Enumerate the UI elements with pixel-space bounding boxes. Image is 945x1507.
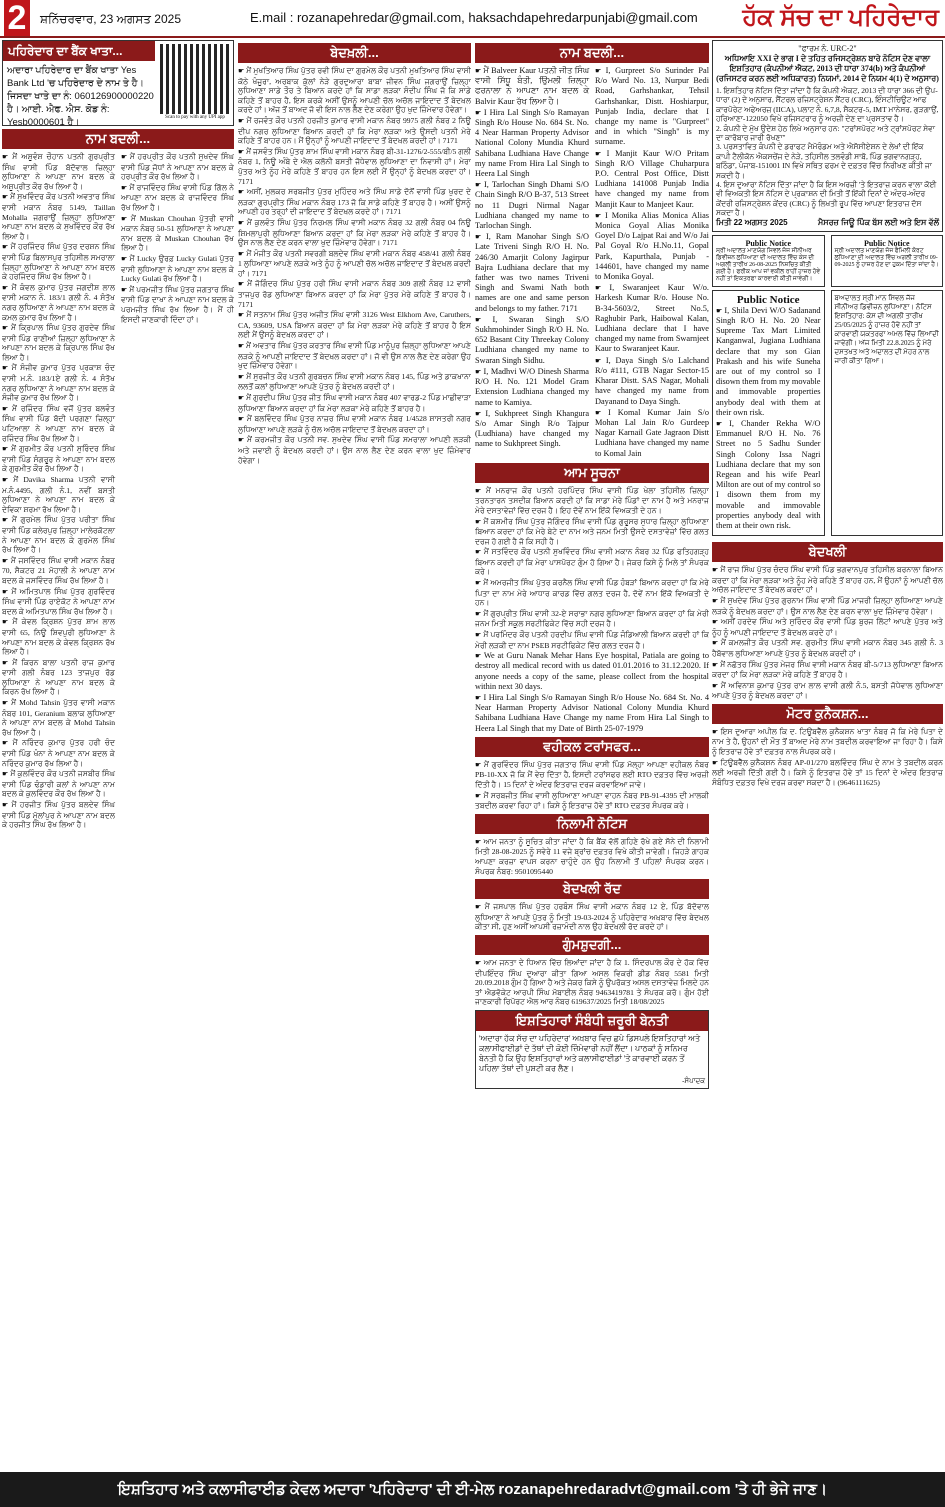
notice-item: ☛ ਅਸੀਂ ਹਰਦੇਵ ਸਿੰਘ ਅਤੇ ਸੁਰਿੰਦਰ ਕੌਰ ਵਾਸੀ ਪਿੰਡ ਬੁਰਜ ਲਿੱਟਾਂ ਆਪਣੇ ਪੁੱਤਰ ਅਤੇ ਨੂੰਹ ਨੂੰ ਆਪਣੀ ਜਾਇਦਾਦ ਤੋਂ ਬੇਦਖ਼ਲ ਕਰਦੇ ਹਾਂ। <box>712 617 943 637</box>
public-notice-title: Public Notice <box>863 238 910 248</box>
page-number: 2 <box>4 0 30 36</box>
disclaimer-box <box>475 1010 709 1089</box>
section-disownment: ਬੇਦਖਲੀ <box>712 542 943 562</box>
section-missing: ਗੁੰਮਸ਼ੁਦਗੀ... <box>475 935 709 955</box>
urc-form-label: "ਫਾਰਮ ਨੰ. URC-2" <box>798 44 857 53</box>
section-name-change: ਨਾਮ ਬਦਲੀ... <box>2 129 234 149</box>
notice-item: ☛ ਮੈਂ ਕਮਲਜੀਤ ਕੌਰ ਪਤਨੀ ਸਵ. ਗੁਰਮੀਤ ਸਿੰਘ ਵਾਸੀ ਮਕਾਨ ਨੰਬਰ 345 ਗਲੀ ਨੰ. 3 ਹੈਬੋਵਾਲ ਲੁਧਿਆਣਾ ਆਪਣੇ ਪੁੱਤਰ ਨੂੰ ਬੇਦਖ਼ਲ ਕਰਦੀ ਹਾਂ। <box>712 638 943 658</box>
notice-item: ☛ ਮੈਂ ਅਸ਼ੂਵੰਸ਼ ਚੌਹਾਨ ਪਤਨੀ ਗੁਰਪ੍ਰੀਤ ਸਿੰਘ ਵਾਸੀ ਪਿੰਡ ਬੱਦੋਵਾਲ ਜ਼ਿਲ੍ਹਾ ਲੁਧਿਆਣਾ ਨੇ ਆਪਣਾ ਨਾਮ ਬਦਲ ਕੇ ਅਸ਼ੂਪ੍ਰੀਤ ਕੌਰ ਰੱਖ ਲਿਆ ਹੈ। <box>2 152 115 191</box>
notice-item: ☛ ਮੈਂ ਸੁਰਜੀਤ ਕੌਰ ਪਤਨੀ ਗੁਰਬਚਨ ਸਿੰਘ ਵਾਸੀ ਮਕਾਨ ਨੰਬਰ 145, ਪਿੰਡ ਅਤੇ ਡਾਕਖਾਨਾ ਲਲਤੋਂ ਕਲਾਂ ਲੁਧਿਆਣਾ ਆਪਣੇ ਪੁੱਤਰ ਨੂੰ ਬੇਦਖ਼ਲ ਕਰਦੀ ਹਾਂ। <box>238 372 471 392</box>
notice-item: ☛ ਮੈਂ ਜੋਗਿੰਦਰ ਸਿੰਘ ਪੁੱਤਰ ਹਰੀ ਸਿੰਘ ਵਾਸੀ ਮਕਾਨ ਨੰਬਰ 309 ਗਲੀ ਨੰਬਰ 12 ਵਾਸੀ ਤਾਜਪੁਰ ਰੋਡ ਲੁਧਿਆਣਾ ਬਿਆਨ ਕਰਦਾ ਹਾਂ ਕਿ ਮੇਰਾ ਪੁੱਤਰ ਮੇਰੇ ਕਹਿਣੇ ਤੋਂ ਬਾਹਰ ਹੈ। 7171 <box>238 279 471 309</box>
notice-item: ☛ ਮੈਂ ਅਮਿਤਪਾਲ ਸਿੰਘ ਪੁੱਤਰ ਗੁਰਵਿੰਦਰ ਸਿੰਘ ਵਾਸੀ ਪਿੰਡ ਰਾਏਕੋਟ ਨੇ ਆਪਣਾ ਨਾਮ ਬਦਲ ਕੇ ਅਮਿਤਪਾਲ ਸਿੰਘ ਰੱਖ ਲਿਆ ਹੈ। <box>2 587 115 617</box>
notice-item: ☛ ਮੈਂ ਬਲਵਿੰਦਰ ਸਿੰਘ ਪੁੱਤਰ ਨਾਜ਼ਰ ਸਿੰਘ ਵਾਸੀ ਮਕਾਨ ਨੰਬਰ 1/4528 ਸ਼ਾਸਤਰੀ ਨਗਰ ਲੁਧਿਆਣਾ ਆਪਣੇ ਲੜਕੇ ਨੂੰ ਚੱਲ ਅਚੱਲ ਜਾਇਦਾਦ ਤੋਂ ਬੇਦਖ਼ਲ ਕਰਦਾ ਹਾਂ। <box>238 414 471 434</box>
notice-item: ☛ ਮੈਂ ਮਨਰਾਜ ਕੌਰ ਪਤਨੀ ਹਰਪਿੰਦਰ ਸਿੰਘ ਵਾਸੀ ਪਿੰਡ ਖੇਲਾ ਤਹਿਸੀਲ ਜ਼ਿਲ੍ਹਾ ਤਰਨਤਾਰਨ ਤਸਦੀਕ ਬਿਆਨ ਕਰਦੀ ਹਾਂ ਕਿ ਸਾਡਾ ਮੇਰੇ ਪਿੰਡਾਂ ਦਾ ਨਾਮ ਹੈ ਅਤੇ ਮਨਰਾਜ ਮੇਰੇ ਦਸਤਾਵੇਜ਼ਾਂ ਵਿੱਚ ਦਰਜ ਹੈ। ਇਹ ਦੋਵੇਂ ਨਾਮ ਇੱਕੋ ਵਿਅਕਤੀ ਦੇ ਹਨ। <box>475 486 709 516</box>
disclaimer-text: 'ਅਦਾਰਾ ਹੱਕ ਸੱਚ ਦਾ ਪਹਿਰੇਦਾਰ' ਅਖ਼ਬਾਰ ਵਿਚ ਛਪੇ ਡਿਸਪਲੇ ਇਸ਼ਤਿਹਾਰਾਂ ਅਤੇ ਕਲਾਸੀਫਾਈਡਾਂ ਦੇ ਤੱਥਾਂ ਦੀ ਕੋਈ ਜ਼ਿੰਮੇਵਾਰੀ ਨਹੀਂ ਲੈਂਦਾ। ਪਾਠਕਾਂ ਨੂੰ ਸਨਿਮਰ ਬੇਨਤੀ ਹੈ ਕਿ ਉਹ ਇਸ਼ਤਿਹਾਰਾਂ ਅਤੇ ਕਲਾਸੀਫਾਈਡਾਂ 'ਤੇ ਕਾਰਵਾਈ ਕਰਨ ਤੋਂ ਪਹਿਲਾ ਤੱਥਾਂ ਦੀ ਪੁਸ਼ਟੀ ਕਰ ਲੈਣ। <box>479 1033 701 1073</box>
notice-item: ☛ We at Guru Nanak Mehar Hans Eye hospital, Patiala are going to destroy all medical record with us dated 01.01.2016 to 31.12.2020. If anyone needs a copy of the same, please collect from the hospital within next 30 days. <box>475 651 709 692</box>
notice-item: ☛ ਮੈਂ ਨਛੱਤਰ ਸਿੰਘ ਪੁੱਤਰ ਮੇਜਰ ਸਿੰਘ ਵਾਸੀ ਮਕਾਨ ਨੰਬਰ ਬੀ-5/713 ਲੁਧਿਆਣਾ ਬਿਆਨ ਕਰਦਾ ਹਾਂ ਕਿ ਮੇਰਾ ਲੜਕਾ ਮੇਰੇ ਕਹਿਣੇ ਤੋਂ ਬਾਹਰ ਹੈ। <box>712 660 943 680</box>
bank-title: ਪਹਿਰੇਦਾਰ ਦਾ ਬੈਂਕ ਖਾਤਾ... <box>3 41 155 61</box>
notice-item: ☛ ਮੈਂ ਰਾਜਵਿੰਦਰ ਸਿੰਘ ਵਾਸੀ ਪਿੰਡ ਗਿੱਲ ਨੇ ਆਪਣਾ ਨਾਮ ਬਦਲ ਕੇ ਰਾਜਵਿੰਦਰ ਸਿੰਘ ਰੱਖ ਲਿਆ ਹੈ। <box>121 183 234 213</box>
notice-item: ☛ ਮੈਂ ਅਵਿਨਾਸ਼ ਕੁਮਾਰ ਪੁੱਤਰ ਰਾਮ ਲਾਲ ਵਾਸੀ ਗਲੀ ਨੰ.5, ਬਸਤੀ ਜੋਧੇਵਾਲ ਲੁਧਿਆਣਾ ਆਪਣੇ ਪੁੱਤਰ ਨੂੰ ਬੇਦਖ਼ਲ ਕਰਦਾ ਹਾਂ। <box>712 681 943 701</box>
notice-item: ☛ ਮੈਂ Lucky ਉਰਫ਼ Lucky Gulati ਪੁੱਤਰ ਵਾਸੀ ਲੁਧਿਆਣਾ ਨੇ ਆਪਣਾ ਨਾਮ ਬਦਲ ਕੇ Lucky Gulati ਰੱਖ ਲਿਆ ਹੈ। <box>121 254 234 284</box>
notice-item: ☛ ਮੈਂ ਗੁਰਮੀਤ ਕੌਰ ਪਤਨੀ ਸੁਰਿੰਦਰ ਸਿੰਘ ਵਾਸੀ ਪਿੰਡ ਸੰਗਰੂਰ ਨੇ ਆਪਣਾ ਨਾਮ ਬਦਲ ਕੇ ਗੁਰਮੀਤ ਕੌਰ ਰੱਖ ਲਿਆ ਹੈ। <box>2 444 115 474</box>
notice-item: ☛ ਮੈਂ ਜਸਵਿੰਦਰ ਸਿੰਘ ਵਾਸੀ ਮਕਾਨ ਨੰਬਰ 70, ਸੈਕਟਰ 21 ਮੋਹਾਲੀ ਨੇ ਆਪਣਾ ਨਾਮ ਬਦਲ ਕੇ ਜਸਵਿੰਦਰ ਸਿੰਘ ਰੱਖ ਲਿਆ ਹੈ। <box>2 556 115 586</box>
notice-item: ☛ ਆਮ ਜਨਤਾ ਨੂੰ ਸੂਚਿਤ ਕੀਤਾ ਜਾਂਦਾ ਹੈ ਕਿ ਬੈਂਕ ਵੱਲੋਂ ਗਹਿਣੇ ਰੱਖੇ ਗਏ ਸੋਨੇ ਦੀ ਨਿਲਾਮੀ ਮਿਤੀ 28-08-2025 ਨੂੰ ਸਵੇਰੇ 11 ਵਜੇ ਬ੍ਰਾਂਚ ਦਫ਼ਤਰ ਵਿਖੇ ਕੀਤੀ ਜਾਵੇਗੀ। ਜਿਹੜੇ ਗਾਹਕ ਆਪਣਾ ਕਰਜ਼ਾ ਵਾਪਸ ਕਰਨਾ ਚਾਹੁੰਦੇ ਹਨ ਉਹ ਨਿਲਾਮੀ ਤੋਂ ਪਹਿਲਾਂ ਸੰਪਰਕ ਕਰਨ। ਸੰਪਰਕ ਨੰਬਰ: 9501095440 <box>475 837 709 876</box>
notice-item: ☛ ਮੈਂ ਕਿਰਨ ਬਾਲਾ ਪਤਨੀ ਰਾਜ ਕੁਮਾਰ ਵਾਸੀ ਗਲੀ ਨੰਬਰ 123 ਤਾਜਪੁਰ ਰੋਡ ਲੁਧਿਆਣਾ ਨੇ ਆਪਣਾ ਨਾਮ ਬਦਲ ਕੇ ਕਿਰਨ ਰੱਖ ਲਿਆ ਹੈ। <box>2 658 115 697</box>
urc-heading: ਅਧਿਆਇ XXI ਦੇ ਭਾਗ I ਦੇ ਤਹਿਤ ਰਜਿਸਟ੍ਰੇਸ਼ਨ ਬਾਰੇ ਨੋਟਿਸ ਦੇਣ ਵਾਲਾ ਇਸ਼ਤਿਹਾਰ (ਕੰਪਨੀਆਂ ਐਕਟ, 2013 ਦੀ ਧਾਰਾ 374(b) ਅਤੇ ਕੰਪਨੀਆਂ (ਰਜਿਸਟਰ ਕਰਨ ਲਈ ਅਧਿਕਾਰਤ) ਨਿਯਮਾਂ, 2014 ਦੇ ਨਿਯਮ 4(1) ਦੇ ਅਨੁਸਾਰ) <box>716 54 939 83</box>
notice-item: ☛ ਮੈਂ ਰਜਿੰਦਰ ਸਿੰਘ ਵਜੋਂ ਪੁੱਤਰ ਬਲਵੰਤ ਸਿੰਘ ਵਾਸੀ ਪਿੰਡ ਬੱਦੀ ਪਰਗਣਾ ਜ਼ਿਲ੍ਹਾ ਪਟਿਆਲਾ ਨੇ ਆਪਣਾ ਨਾਮ ਬਦਲ ਕੇ ਰਜਿੰਦਰ ਸਿੰਘ ਰੱਖ ਲਿਆ ਹੈ। <box>2 404 115 443</box>
notice-item: ☛ ਮੈਂ ਜਸਪਾਲ ਸਿੰਘ ਪੁੱਤਰ ਹਰਬੰਸ ਸਿੰਘ ਵਾਸੀ ਮਕਾਨ ਨੰਬਰ 12 ਏ, ਪਿੰਡ ਬੱਦੋਵਾਲ ਲੁਧਿਆਣਾ ਨੇ ਆਪਣੇ ਪੁੱਤਰ ਨੂੰ ਮਿਤੀ 19-03-2024 ਨੂੰ ਪਹਿਰੇਦਾਰ ਅਖ਼ਬਾਰ ਵਿੱਚ ਬੇਦਖ਼ਲ ਕੀਤਾ ਸੀ, ਹੁਣ ਅਸੀਂ ਆਪਸੀ ਰਜ਼ਾਮੰਦੀ ਨਾਲ ਉਹ ਬੇਦਖ਼ਲੀ ਰੱਦ ਕਰਦੇ ਹਾਂ। <box>475 902 709 932</box>
notice-item: 3. ਪ੍ਰਸਤਾਵਿਤ ਕੰਪਨੀ ਦੇ ਡਰਾਫਟ ਮੈਮੋਰੰਡਮ ਅਤੇ ਐਸੋਸੀਏਸ਼ਨ ਦੇ ਲੇਖਾਂ ਦੀ ਇੱਕ ਕਾਪੀ ਟੈਲੀਕੋਨ ਐਕਸਚੇਂਜ ਦੇ ਨੇੜੇ, ਤਹਿਸੀਲ ਤਲਵੰਡੀ ਸਾਬੋ, ਪਿੰਡ ਭਗਵਾਨਗੜ੍ਹ, ਬਠਿੰਡਾ, ਪੰਜਾਬ-151001 IN ਵਿਖੇ ਸਥਿਤ ਫਰਮ ਦੇ ਦਫ਼ਤਰ ਵਿੱਚ ਨਿਰੀਖਣ ਕੀਤੀ ਜਾ ਸਕਦੀ ਹੈ। <box>716 142 932 180</box>
disclaimer-sign: -ਸੰਪਾਦਕ <box>682 1076 705 1085</box>
urc2-notice <box>712 40 943 232</box>
notice-list <box>716 306 821 531</box>
notice-list <box>475 837 709 876</box>
urc-signatory: ਮੈਸਰਜ਼ ਜਿਊ ਪਿੰਕ ਬੱਸ ਲਈ ਅਤੇ ਇਸ ਵੱਲੋਂ <box>818 217 939 227</box>
notice-item: 4. ਇਸ ਦੁਆਰਾ ਨੋਟਿਸ ਦਿੱਤਾ ਜਾਂਦਾ ਹੈ ਕਿ ਇਸ ਅਰਜ਼ੀ 'ਤੇ ਇਤਰਾਜ਼ ਕਰਨ ਵਾਲਾ ਕੋਈ ਵੀ ਵਿਅਕਤੀ ਇਸ ਨੋਟਿਸ ਦੇ ਪ੍ਰਕਾਸ਼ਨ ਦੀ ਮਿਤੀ ਤੋਂ ਇੱਕੀ ਦਿਨਾਂ ਦੇ ਅੰਦਰ-ਅੰਦਰ ਕੇਂਦਰੀ ਰਜਿਸਟ੍ਰੇਸ਼ਨ ਕੇਂਦਰ (CRC) ਨੂੰ ਲਿਖਤੀ ਰੂਪ ਵਿੱਚ ਆਪਣਾ ਇਤਰਾਜ਼ ਦੱਸ ਸਕਦਾ ਹੈ। <box>716 180 937 218</box>
public-notice-body: ਸ੍ਰੀ ਅਦਾਲਤ ਮਾਣਯੋਗ ਜੱਜ ਫੈਮਿਲੀ ਕੋਰਟ ਲੁਧਿਆਣਾ ਦੀ ਅਦਾਲਤ ਵਿੱਚ ਅਗਲੀ ਤਾਰੀਖ 09-09-2025 ਨੂੰ ਹਾਜ਼ਰ ਹੋਣ ਦਾ ਹੁਕਮ ਦਿੱਤਾ ਜਾਂਦਾ ਹੈ। <box>834 247 939 268</box>
notice-list <box>475 486 709 651</box>
newspaper-logo: ਹੱਕ ਸੱਚ ਦਾ ਪਹਿਰੇਦਾਰ <box>742 4 939 31</box>
section-name-change: ਨਾਮ ਬਦਲੀ... <box>475 43 709 63</box>
notice-item: ☛ ਮੈਂ ਸੰਜੀਵ ਕੁਮਾਰ ਪੁੱਤਰ ਪ੍ਰਕਾਸ਼ ਚੰਦ ਵਾਸੀ ਮ.ਨੰ. 183/1ਏ ਗਲੀ ਨੰ. 4 ਸੰਤੋਖ ਨਗਰ ਲੁਧਿਆਣਾ ਨੇ ਆਪਣਾ ਨਾਮ ਬਦਲ ਕੇ ਸੰਜੀਵ ਕੁਮਾਰ ਰੱਖ ਲਿਆ ਹੈ। <box>2 363 115 402</box>
issue-date: ਸ਼ਨਿੱਚਰਵਾਰ, 23 ਅਗਸਤ 2025 <box>40 12 181 26</box>
notice-item: ☛ I Monika Alias Monica Alias Monica Goyal Alias Monika Goyel D/o Lajpat Rai and W/o Jai Pal Goyal R/o H.No.11, Gopal Park, Kapurthala, Punjab - 144601, have changed my name to Monika Goyal. <box>595 211 709 282</box>
section-general-notice: ਆਮ ਸੂਚਨਾ <box>475 463 709 483</box>
notice-item: ☛ ਮੈਂ ਗੁਰਪ੍ਰੀਤ ਸਿੰਘ ਵਾਸੀ 32-ਏ ਸਰਾਭਾ ਨਗਰ ਲੁਧਿਆਣਾ ਬਿਆਨ ਕਰਦਾ ਹਾਂ ਕਿ ਮੇਰੀ ਜਨਮ ਮਿਤੀ ਸਕੂਲ ਸਰਟੀਫਿਕੇਟ ਵਿੱਚ ਸਹੀ ਦਰਜ ਹੈ। <box>475 609 709 629</box>
public-notice-english <box>712 290 825 536</box>
column-2 <box>238 40 471 1468</box>
notice-list <box>475 760 709 811</box>
notice-item: ☛ ਮੈਂ ਹਰਜਿੰਦਰ ਸਿੰਘ ਪੁੱਤਰ ਦਰਸ਼ਨ ਸਿੰਘ ਵਾਸੀ ਪਿੰਡ ਬਿਲਾਸਪੁਰ ਤਹਿਸੀਲ ਸਮਰਾਲਾ ਜ਼ਿਲ੍ਹਾ ਲੁਧਿਆਣਾ ਨੇ ਆਪਣਾ ਨਾਮ ਬਦਲ ਕੇ ਹਰਜਿੰਦਰ ਸਿੰਘ ਰੱਖ ਲਿਆ ਹੈ। <box>2 242 115 281</box>
notice-item: ☛ ਮੈਂ ਅਮਰਜੀਤ ਸਿੰਘ ਪੁੱਤਰ ਕਰਨੈਲ ਸਿੰਘ ਵਾਸੀ ਪਿੰਡ ਹੰਬੜਾਂ ਬਿਆਨ ਕਰਦਾ ਹਾਂ ਕਿ ਮੇਰੇ ਪਿਤਾ ਦਾ ਨਾਮ ਮੇਰੇ ਆਧਾਰ ਕਾਰਡ ਵਿੱਚ ਗਲਤ ਦਰਜ ਹੈ, ਦੋਵੇਂ ਨਾਮ ਇੱਕੋ ਵਿਅਕਤੀ ਦੇ ਹਨ। <box>475 578 709 608</box>
notice-item: ☛ ਮੈਂ ਕੁਲਵਿੰਦਰ ਕੌਰ ਪਤਨੀ ਜਸਬੀਰ ਸਿੰਘ ਵਾਸੀ ਪਿੰਡ ਢੰਡਾਰੀ ਕਲਾਂ ਨੇ ਆਪਣਾ ਨਾਮ ਬਦਲ ਕੇ ਕੁਲਵਿੰਦਰ ਕੌਰ ਰੱਖ ਲਿਆ ਹੈ। <box>2 769 115 799</box>
section-disownment: ਬੇਦਖ਼ਲੀ... <box>238 43 471 63</box>
notice-item: ☛ ਮੈਂ ਅਵਤਾਰ ਸਿੰਘ ਪੁੱਤਰ ਕਰਤਾਰ ਸਿੰਘ ਵਾਸੀ ਪਿੰਡ ਮਾਨੂੰਪੁਰ ਜ਼ਿਲ੍ਹਾ ਲੁਧਿਆਣਾ ਆਪਣੇ ਲੜਕੇ ਨੂੰ ਆਪਣੀ ਜਾਇਦਾਦ ਤੋਂ ਬੇਦਖ਼ਲ ਕਰਦਾ ਹਾਂ। ਜੋ ਵੀ ਉਸ ਨਾਲ ਲੈਣ ਦੇਣ ਕਰੇਗਾ ਉਹ ਖੁਦ ਜ਼ਿੰਮੇਵਾਰ ਹੋਵੇਗਾ। <box>238 341 471 371</box>
notice-list <box>121 152 234 831</box>
notice-item: ☛ ਮੈਂ ਗੁਰਵਿੰਦਰ ਸਿੰਘ ਪੁੱਤਰ ਜਗਤਾਰ ਸਿੰਘ ਵਾਸੀ ਪਿੰਡ ਮੱਲ੍ਹਾ ਆਪਣਾ ਵਹੀਕਲ ਨੰਬਰ PB-10-XX ਜੋ ਕਿ ਮੈਂ ਵੇਚ ਦਿੱਤਾ ਹੈ, ਇਸਦੀ ਟਰਾਂਸਫਰ ਲਈ RTO ਦਫ਼ਤਰ ਵਿੱਚ ਅਰਜ਼ੀ ਦਿੱਤੀ ਹੈ। 15 ਦਿਨਾਂ ਦੇ ਅੰਦਰ ਇਤਰਾਜ਼ ਦਰਜ ਕਰਵਾਇਆ ਜਾਵੇ। <box>475 760 709 790</box>
notice-item: ☛ ਮੈਂ ਗੁਰਦੀਪ ਸਿੰਘ ਪੁੱਤਰ ਜੀਤ ਸਿੰਘ ਵਾਸੀ ਮਕਾਨ ਨੰਬਰ 407 ਵਾਰਡ-2 ਪਿੰਡ ਮਾਛੀਵਾੜਾ ਲੁਧਿਆਣਾ ਬਿਆਨ ਕਰਦਾ ਹਾਂ ਕਿ ਮੇਰਾ ਲੜਕਾ ਮੇਰੇ ਕਹਿਣੇ ਤੋਂ ਬਾਹਰ ਹੈ। <box>238 393 471 413</box>
notice-item: ☛ I Manjit Kaur W/O Pritam Singh R/O Village Chuharpura P.O. Central Post Office, Distt Ludhiana 141008 Punjab India have changed my name from Manjit Kaur to Manjeet Kaur. <box>595 149 709 210</box>
notice-item: ☛ ਅਸੀਂ, ਮੁਲਕਰ ਸਰਬਜੀਤ ਪੁੱਤਰ ਮੁਹਿੰਦਰ ਅਤੇ ਸਿੰਘ ਸਾਡੇ ਦੋਨੋਂ ਵਾਸੀ ਪਿੰਡ ਖੁਰਦ ਦੇ ਲੜਕਾ ਗੁਰਪ੍ਰੀਤ ਸਿੰਘ ਮਕਾਨ ਨੰਬਰ 173 ਜੋ ਕਿ ਸਾਡੇ ਕਹਿਣੇ ਤੋਂ ਬਾਹਰ ਹੈ। ਅਸੀਂ ਉਸਨੂੰ ਆਪਣੀ ਹਰ ਤਰ੍ਹਾਂ ਦੀ ਜਾਇਦਾਦ ਤੋਂ ਬੇਦਖ਼ਲ ਕਰਦੇ ਹਾਂ। 7171 <box>238 187 471 217</box>
notice-item: ☛ ਮੈਂ ਹਰਜੀਤ ਸਿੰਘ ਪੁੱਤਰ ਬਲਦੇਵ ਸਿੰਘ ਵਾਸੀ ਪਿੰਡ ਮੁੱਲਾਂਪੁਰ ਨੇ ਆਪਣਾ ਨਾਮ ਬਦਲ ਕੇ ਹਰਜੀਤ ਸਿੰਘ ਰੱਖ ਲਿਆ ਹੈ। <box>2 800 115 830</box>
notice-item: ☛ ਮੈਂ ਕੁਲਵੰਤ ਸਿੰਘ ਪੁੱਤਰ ਨਿਰਮਲ ਸਿੰਘ ਵਾਸੀ ਮਕਾਨ ਨੰਬਰ 32 ਗਲੀ ਨੰਬਰ 04 ਨਿਊ ਸ਼ਿਮਲਾਪੁਰੀ ਲੁਧਿਆਣਾ ਬਿਆਨ ਕਰਦਾ ਹਾਂ ਕਿ ਮੇਰਾ ਲੜਕਾ ਮੇਰੇ ਕਹਿਣੇ ਤੋਂ ਬਾਹਰ ਹੈ। ਉਸ ਨਾਲ ਲੈਣ ਦੇਣ ਕਰਨ ਵਾਲਾ ਖੁਦ ਜ਼ਿੰਮੇਵਾਰ ਹੋਵੇਗਾ। 7171 <box>238 218 471 248</box>
notice-item: ☛ I, Daya Singh S/o Lalchand R/o #111, GTB Nagar Sector-15 Kharar Distt. SAS Nagar, Mohali have changed my name from Dayanand to Daya Singh. <box>595 356 709 407</box>
notice-item: ☛ I, Tarlochan Singh Dhami S/O Chain Singh R/O B-37, 513 Street no 11 Dugri Nirmal Nagar Ludhiana changed my name to Tarlochan Singh. <box>475 180 589 231</box>
notice-item: ☛ I, Madhvi W/O Dinesh Sharma R/O H. No. 121 Model Gram Extension Ludhiana changed my name to Kamiya. <box>475 367 589 408</box>
notice-list <box>238 66 471 465</box>
urc-body <box>716 86 939 218</box>
notice-list <box>475 66 589 460</box>
notice-item: ☛ I, Gurpreet S/o Surinder Pal R/o Ward No. 13, Nurpur Bedi Road, Garhshankar, Tehsil Garhshankar, Distt. Hoshiarpur, Punjab India, declare that I change my name is "Gurpreet" and in which "Singh" is my surname. <box>595 66 709 148</box>
court-notice: ਬਅਦਾਲਤ ਸ੍ਰੀ ਮਾਨ ਸਿਵਲ ਜੱਜ ਸੀਨੀਅਰ ਡਿਵੀਜ਼ਨ ਲੁਧਿਆਣਾ। ਨੋਟਿਸ ਇਸ਼ਤਿਹਾਰ: ਕੇਸ ਦੀ ਅਗਲੀ ਤਾਰੀਖ 25/05/2025 ਨੂੰ ਹਾਜ਼ਰ ਹੋਵੇ ਨਹੀਂ ਤਾਂ ਕਾਰਵਾਈ ਯਕਤਰਫਾ ਅਮਲ ਵਿੱਚ ਲਿਆਂਦੀ ਜਾਵੇਗੀ। ਅੱਜ ਮਿਤੀ 22.8.2025 ਨੂੰ ਮੇਰੇ ਦਸਤਖਤ ਅਤੇ ਅਦਾਲਤ ਦੀ ਮੋਹਰ ਨਾਲ ਜਾਰੀ ਕੀਤਾ ਗਿਆ। <box>831 290 944 536</box>
section-motor-connection: ਮੋਟਰ ਕੁਨੈਕਸ਼ਨ... <box>712 704 943 724</box>
public-notice-box <box>831 235 944 287</box>
notice-item: ☛ ਮੈਂ ਗੁਰਮੇਲ ਸਿੰਘ ਪੁੱਤਰ ਪਰੀਤਾ ਸਿੰਘ ਵਾਸੀ ਪਿੰਡ ਕਲੇਰਪੁਰ ਜ਼ਿਲ੍ਹਾ ਮਾਲੇਰਕੋਟਲਾ ਨੇ ਆਪਣਾ ਨਾਮ ਬਦਲ ਕੇ ਗੁਰਮੇਲ ਸਿੰਘ ਰੱਖ ਲਿਆ ਹੈ। <box>2 515 115 554</box>
public-notice-title: Public Notice <box>745 238 792 248</box>
bank-account-box <box>2 40 234 126</box>
notice-list <box>475 902 709 932</box>
notice-list <box>595 66 709 460</box>
section-auction-notice: ਨਿਲਾਮੀ ਨੋਟਿਸ <box>475 814 709 834</box>
notice-item: ☛ I, Sukhpreet Singh Khangura S/o Amar Singh R/o Tajpur (Ludhiana) have changed my name to Sukhpreet Singh. <box>475 409 589 450</box>
notice-item: ☛ ਮੈਂ ਮੰਜੀਤ ਕੌਰ ਪਤਨੀ ਸਵਰਗੀ ਬਲਦੇਵ ਸਿੰਘ ਵਾਸੀ ਮਕਾਨ ਨੰਬਰ 458/41 ਗਲੀ ਨੰਬਰ 1 ਲੁਧਿਆਣਾ ਆਪਣੇ ਲੜਕੇ ਅਤੇ ਨੂੰਹ ਨੂੰ ਆਪਣੀ ਚੱਲ ਅਚੱਲ ਜਾਇਦਾਦ ਤੋਂ ਬੇਦਖ਼ਲ ਕਰਦੀ ਹਾਂ। 7171 <box>238 249 471 279</box>
notice-item: ☛ ਮੈਂ ਕਰਮਜੀਤ ਕੌਰ ਪਤਨੀ ਸਵ. ਸੁਖਦੇਵ ਸਿੰਘ ਵਾਸੀ ਪਿੰਡ ਸਮਰਾਲਾ ਆਪਣੀ ਲੜਕੀ ਅਤੇ ਜਵਾਈ ਨੂੰ ਬੇਦਖ਼ਲ ਕਰਦੀ ਹਾਂ। ਉਸ ਨਾਲ ਲੈਣ ਦੇਣ ਕਰਨ ਵਾਲਾ ਖੁਦ ਜ਼ਿੰਮੇਵਾਰ ਹੋਵੇਗਾ। <box>238 435 471 465</box>
notice-item: ☛ I Hira Lal Singh S/o Ramayan Singh R/o House No. 684 St. No. 4 Near Harman Property Advisor National Colony Mundia Khurd Sahibana Ludhiana Have Change my name From Hira Lal Singh to Heera Lal Singh <box>475 108 589 179</box>
section-disownment-cancelled: ਬੇਦਖਲੀ ਰੱਦ <box>475 879 709 899</box>
notice-item: ☛ ਮੈਂ ਸਤਵਿੰਦਰ ਕੌਰ ਪਤਨੀ ਸੁਖਵਿੰਦਰ ਸਿੰਘ ਵਾਸੀ ਮਕਾਨ ਨੰਬਰ 32 ਪਿੰਡ ਫਤਿਹਗੜ੍ਹ ਬਿਆਨ ਕਰਦੀ ਹਾਂ ਕਿ ਮੇਰਾ ਪਾਸਪੋਰਟ ਗੁੰਮ ਹੋ ਗਿਆ ਹੈ। ਜੇਕਰ ਕਿਸੇ ਨੂੰ ਮਿਲੇ ਤਾਂ ਸੰਪਰਕ ਕਰੇ। <box>475 547 709 577</box>
notice-item: ☛ ਮੈਂ ਸਤਨਾਮ ਸਿੰਘ ਪੁੱਤਰ ਅਜੀਤ ਸਿੰਘ ਵਾਸੀ 3126 West Elkhorn Ave, Caruthers, CA, 93609, USA ਬਿਆਨ ਕਰਦਾ ਹਾਂ ਕਿ ਮੇਰਾ ਲੜਕਾ ਮੇਰੇ ਕਹਿਣੇ ਤੋਂ ਬਾਹਰ ਹੈ ਇਸ ਲਈ ਮੈਂ ਉਸਨੂੰ ਬੇਦਖ਼ਲ ਕਰਦਾ ਹਾਂ। <box>238 310 471 340</box>
urc-date: ਮਿਤੀ 22 ਅਗਸਤ 2025 <box>716 217 788 227</box>
notice-item: ☛ ਮੈਂ ਕੰਵਲ ਕੁਮਾਰ ਪੁੱਤਰ ਜਗਦੀਸ਼ ਲਾਲ ਵਾਸੀ ਮਕਾਨ ਨੰ. 183/1 ਗਲੀ ਨੰ. 4 ਸੰਤੋਖ ਨਗਰ ਲੁਧਿਆਣਾ ਨੇ ਆਪਣਾ ਨਾਮ ਬਦਲ ਕੇ ਕਮਲ ਕੁਮਾਰ ਰੱਖ ਲਿਆ ਹੈ। <box>2 283 115 322</box>
notice-item: 1. ਇਸ਼ਤਿਹਾਰ ਨੋਟਿਸ ਦਿੱਤਾ ਜਾਂਦਾ ਹੈ ਕਿ ਕੰਪਨੀ ਐਕਟ, 2013 ਦੀ ਧਾਰਾ 366 ਦੀ ਉਪ-ਧਾਰਾ (2) ਦੇ ਅਨੁਸਾਰ, ਸੈਂਟਰਲ ਰਜਿਸਟ੍ਰੇਸ਼ਨ ਸੈਂਟਰ (CRC), ਇੰਸਟੀਚਿਊਟ ਆਫ ਕਾਰਪੋਰੇਟ ਅਫੇਅਰਜ਼ (IICA), ਪਲਾਟ ਨੰ. 6,7,8, ਸੈਕਟਰ-5, IMT ਮਾਨੇਸਰ, ਗੁੜਗਾਉਂ, ਹਰਿਆਣਾ-122050 ਵਿਖੇ ਰਜਿਸਟਰਾਰ ਨੂੰ ਅਰਜ਼ੀ ਦੇਣ ਦਾ ਪ੍ਰਸਤਾਵ ਹੈ। <box>716 86 939 124</box>
public-notice-body: ਸ੍ਰੀ ਅਦਾਲਤ ਮਾਣਯੋਗ ਸਿਵਲ ਜੱਜ ਸੀਨੀਅਰ ਡਿਵੀਜ਼ਨ ਲੁਧਿਆਣਾ ਦੀ ਅਦਾਲਤ ਵਿੱਚ ਕੇਸ ਦੀ ਅਗਲੀ ਤਾਰੀਖ 26-08-2025 ਨਿਸ਼ਚਿਤ ਕੀਤੀ ਗਈ ਹੈ। ਫਰੀਕ ਆਪ ਜਾਂ ਵਕੀਲ ਰਾਹੀਂ ਹਾਜ਼ਰ ਹੋਵੇ ਨਹੀਂ ਤਾਂ ਇਕਤਰਫਾ ਕਾਰਵਾਈ ਕੀਤੀ ਜਾਵੇਗੀ। <box>716 247 821 282</box>
notice-item: ☛ ਮੈਂ ਨਰਿੰਦਰ ਕੁਮਾਰ ਪੁੱਤਰ ਹਰੀ ਚੰਦ ਵਾਸੀ ਪਿੰਡ ਖੰਨਾ ਨੇ ਆਪਣਾ ਨਾਮ ਬਦਲ ਕੇ ਨਰਿੰਦਰ ਕੁਮਾਰ ਰੱਖ ਲਿਆ ਹੈ। <box>2 738 115 768</box>
notice-item: ☛ I Komal Kumar Jain S/o Mohan Lal Jain R/o Gurdeep Nagar Karnail Gate Jagraon Distt Ludhiana have changed my name to Komal Jain <box>595 408 709 459</box>
notice-item: ☛ ਮੈਂ ਕ੍ਰਿਪਾਲ ਸਿੰਘ ਪੁੱਤਰ ਗੁਰਦੇਵ ਸਿੰਘ ਵਾਸੀ ਪਿੰਡ ਰਾਣੀਆਂ ਜ਼ਿਲ੍ਹਾ ਲੁਧਿਆਣਾ ਨੇ ਆਪਣਾ ਨਾਮ ਬਦਲ ਕੇ ਕ੍ਰਿਪਾਲ ਸਿੰਘ ਰੱਖ ਲਿਆ ਹੈ। <box>2 323 115 362</box>
column-3 <box>475 40 709 1468</box>
notice-item: ☛ I Hira Lal Singh S/o Ramayan Singh R/o House No. 684 St. No. 4 Near Harman Property Advisor National Colony Mundia Khurd Sahibana Ludhiana Have Change my name From Hira Lal Singh to Heera Lal Singh that my Date of Birth 25-07-1979 <box>475 693 709 734</box>
qr-caption: Scan to pay with any UPI app <box>165 115 225 120</box>
notice-item: ☛ ਮੈਂ ਕੇਵਲ ਕ੍ਰਿਸ਼ਨ ਪੁੱਤਰ ਸ਼ਾਮ ਲਾਲ ਵਾਸੀ 65, ਨਿਊ ਸ਼ਿਵਪੁਰੀ ਲੁਧਿਆਣਾ ਨੇ ਆਪਣਾ ਨਾਮ ਬਦਲ ਕੇ ਕੇਵਲ ਕ੍ਰਿਸ਼ਨ ਰੱਖ ਲਿਆ ਹੈ। <box>2 617 115 656</box>
notice-item: ☛ I, Ram Manohar Singh S/O Late Triveni Singh R/O H. No. 246/30 Amarjit Colony Jagirpur Bajra Ludhiana declare that my father was two names Triveni Singh and Swami Nath both names are one and same person and belongs to my father. 7171 <box>475 232 589 314</box>
notice-item: ☛ ਮੈਂ ਸੁਖਦੇਵ ਸਿੰਘ ਪੁੱਤਰ ਗੁਰਨਾਮ ਸਿੰਘ ਵਾਸੀ ਪਿੰਡ ਮਾਜਰੀ ਜ਼ਿਲ੍ਹਾ ਲੁਧਿਆਣਾ ਆਪਣੇ ਲੜਕੇ ਨੂੰ ਬੇਦਖ਼ਲ ਕਰਦਾ ਹਾਂ। ਉਸ ਨਾਲ ਲੈਣ ਦੇਣ ਕਰਨ ਵਾਲਾ ਖੁਦ ਜ਼ਿੰਮੇਵਾਰ ਹੋਵੇਗਾ। <box>712 596 943 616</box>
notice-list <box>475 651 709 734</box>
notice-item: ☛ ਮੈਂ Davika Sharma ਪਤਨੀ ਵਾਸੀ ਮ.ਨੰ.4495, ਗਲੀ ਨੰ.1, ਨਵੀਂ ਬਸਤੀ ਲੁਧਿਆਣਾ ਨੇ ਆਪਣਾ ਨਾਮ ਬਦਲ ਕੇ ਦੇਵਿਕਾ ਸ਼ਰਮਾ ਰੱਖ ਲਿਆ ਹੈ। <box>2 475 115 514</box>
notice-item: ☛ I, Chander Rekha W/O Emmanuel R/O H. No. 76 Street no 5 Sadhu Sunder Singh Colony Issa Nagri Ludhiana declare that my son Regean and his wife Pearl Milton are out of my control so I disown them from my movable and immovable properties anybody deal with them at their own risk. <box>716 419 821 531</box>
footer-banner: ਇਸ਼ਤਿਹਾਰ ਅਤੇ ਕਲਾਸੀਫਾਈਡ ਕੇਵਲ ਅਦਾਰਾ 'ਪਹਿਰੇਦਾਰ' ਦੀ ਈ-ਮੇਲ rozanapehredaradvt@gmail.com 'ਤੇ ਹੀ ਭੇਜੇ ਜਾਣ। <box>0 1472 945 1507</box>
notice-item: ☛ ਮੈਂ ਸੁਖਵਿੰਦਰ ਕੌਰ ਪਤਨੀ ਅਵਤਾਰ ਸਿੰਘ ਵਾਸੀ ਮਕਾਨ ਨੰਬਰ 5149, Taillan Mohalla ਜਗਰਾਉਂ ਜ਼ਿਲ੍ਹਾ ਲੁਧਿਆਣਾ ਆਪਣਾ ਨਾਮ ਬਦਲ ਕੇ ਸੁਖਵਿੰਦਰ ਕੌਰ ਰੱਖ ਲਿਆ ਹੈ। <box>2 192 115 241</box>
header-email[interactable]: E.mail : rozanapehredar@gmail.com, haksachdapehredarpunjabi@gmail.com <box>250 10 698 25</box>
section-vehicle-transfer: ਵਹੀਕਲ ਟਰਾਂਸਫਰ... <box>475 737 709 757</box>
public-notice-box <box>712 235 825 287</box>
column-1 <box>2 40 234 1468</box>
notice-item: ☛ I, Shila Devi W/O Sadanand Singh R/O H. No. 20 Near Supreme Tax Mart Limited Kanganwal, Jugiana Ludhiana declare that my son Gian Prakash and his wife Suneha are out of my control so I disown them from my movable and immovable properties anybody deal with them at their own risk. <box>716 306 821 418</box>
column-4 <box>712 40 943 1468</box>
notice-item: ☛ I, Swaran Singh S/O Sukhmohinder Singh R/O H. No. 652 Basant City Threekay Colony Ludhiana changed my name to Swaran Singh Sidhu. <box>475 315 589 366</box>
notice-list <box>2 152 115 831</box>
notice-list <box>712 727 943 788</box>
notice-list <box>712 565 943 701</box>
notice-item: ☛ ਮੈਂ Muskan Chouhan ਪੁੱਤਰੀ ਵਾਸੀ ਮਕਾਨ ਨੰਬਰ 50-51 ਲੁਧਿਆਣਾ ਨੇ ਆਪਣਾ ਨਾਮ ਬਦਲ ਕੇ Muskan Chouhan ਰੱਖ ਲਿਆ ਹੈ। <box>121 214 234 253</box>
notice-item: ☛ ਮੈਂ Balveer Kaur ਪਤਨੀ ਜੀਤ ਸਿੰਘ ਵਾਸੀ ਸਿੱਧੂ ਬੰਤੀ, ਉਿਮਲੀ ਜ਼ਿਲ੍ਹਾ ਫਰਨਾਲਾ ਨੇ ਆਪਣਾ ਨਾਮ ਬਦਲ ਕੇ Balvir Kaur ਰੱਖ ਲਿਆ ਹੈ। <box>475 66 589 107</box>
notice-item: ☛ ਮੈਂ ਸਰਬਜੀਤ ਸਿੰਘ ਵਾਸੀ ਲੁਧਿਆਣਾ ਆਪਣਾ ਵਾਹਨ ਨੰਬਰ PB-91-4395 ਦੀ ਮਾਲਕੀ ਤਬਦੀਲ ਕਰਵਾ ਰਿਹਾ ਹਾਂ। ਕਿਸੇ ਨੂੰ ਇਤਰਾਜ਼ ਹੋਵੇ ਤਾਂ RTO ਦਫ਼ਤਰ ਸੰਪਰਕ ਕਰੇ। <box>475 791 709 811</box>
notice-item: ☛ I, Swaranjeet Kaur W/o. Harkesh Kumar R/o. House No. B-34-5603/2, Street No.5, Raghubir Park, Haibowal Kalan, Ludhiana declare that I have changed my name from Swarnjeet Kaur to Swaranjeet Kaur. <box>595 283 709 354</box>
notice-item: ☛ ਮੈਂ ਰਜਵੰਤ ਕੌਰ ਪਤਨੀ ਹਰਜੀਤ ਕੁਮਾਰ ਵਾਸੀ ਮਕਾਨ ਨੰਬਰ 9975 ਗਲੀ ਨੰਬਰ 2 ਨਿਊ ਦੀਪ ਨਗਰ ਲੁਧਿਆਣਾ ਬਿਆਨ ਕਰਦੀ ਹਾਂ ਕਿ ਮੇਰਾ ਲੜਕਾ ਅਤੇ ਉਸਦੀ ਪਤਨੀ ਮੇਰੇ ਕਹਿਣੇ ਤੋਂ ਬਾਹਰ ਹਨ। ਮੈਂ ਉਨ੍ਹਾਂ ਨੂੰ ਆਪਣੀ ਜਾਇਦਾਦ ਤੋਂ ਬੇਦਖ਼ਲ ਕਰਦੀ ਹਾਂ। 7171 <box>238 116 471 146</box>
notice-item: ☛ ਮੈਂ ਪਰਮਜੀਤ ਸਿੰਘ ਪੁੱਤਰ ਜਗਤਾਰ ਸਿੰਘ ਵਾਸੀ ਪਿੰਡ ਦਾਖਾ ਨੇ ਆਪਣਾ ਨਾਮ ਬਦਲ ਕੇ ਪਰਮਜੀਤ ਸਿੰਘ ਰੱਖ ਲਿਆ ਹੈ। ਮੈਂ ਹੀ ਇਸਦੀ ਜਾਣਕਾਰੀ ਦਿੰਦਾ ਹਾਂ। <box>121 285 234 324</box>
notice-item: ☛ ਮੈਂ ਕਸ਼ਮੀਰ ਸਿੰਘ ਪੁੱਤਰ ਜੋਗਿੰਦਰ ਸਿੰਘ ਵਾਸੀ ਪਿੰਡ ਗੁਰੂਸਰ ਸੁਧਾਰ ਜ਼ਿਲ੍ਹਾ ਲੁਧਿਆਣਾ ਬਿਆਨ ਕਰਦਾ ਹਾਂ ਕਿ ਮੇਰੇ ਬੇਟੇ ਦਾ ਨਾਮ ਅਤੇ ਜਨਮ ਮਿਤੀ ਉਸਦੇ ਦਸਤਾਵੇਜ਼ਾਂ ਵਿੱਚ ਗਲਤ ਦਰਜ ਹੋ ਗਈ ਹੈ ਜੋ ਕਿ ਸਹੀ ਹੈ। <box>475 517 709 547</box>
notice-item: ☛ ਮੈਂ ਜਸਵੰਤ ਸਿੰਘ ਪੁੱਤਰ ਸ਼ਾਮ ਸਿੰਘ ਵਾਸੀ ਮਕਾਨ ਨੰਬਰ ਬੀ-31-1276/2-555/ਬੀ/5 ਗਲੀ ਨੰਬਰ 1, ਨਿਊ ਅੰਬੇ ਦੇ ਐਲ ਕਲੋਨੀ ਬਸਤੀ ਜੋਧੇਵਾਲ ਲੁਧਿਆਣਾ ਦਾ ਨਿਵਾਸੀ ਹਾਂ। ਮੇਰਾ ਪੁੱਤਰ ਅਤੇ ਨੂੰਹ ਮੇਰੇ ਕਹਿਣੇ ਤੋਂ ਬਾਹਰ ਹਨ ਇਸ ਲਈ ਮੈਂ ਉਨ੍ਹਾਂ ਨੂੰ ਬੇਦਖ਼ਲ ਕਰਦਾ ਹਾਂ। 7171 <box>238 147 471 186</box>
notice-item: 2. ਕੰਪਨੀ ਦੇ ਮੁੱਖ ਉਦੇਸ਼ ਹੇਠ ਲਿਖੇ ਅਨੁਸਾਰ ਹਨ: "ਟਰਾਂਸਪੋਰਟ ਅਤੇ ਟ੍ਰਾਂਸਪੋਰਟ ਸੇਵਾ ਦਾ ਕਾਰੋਬਾਰ ਜਾਰੀ ਰੱਖਣਾ" <box>716 123 936 143</box>
masthead <box>0 0 945 38</box>
notice-item: ☛ ਮੈਂ ਪਰਮਿੰਦਰ ਕੌਰ ਪਤਨੀ ਹਰਦੀਪ ਸਿੰਘ ਵਾਸੀ ਪਿੰਡ ਜੰਡਿਆਲੀ ਬਿਆਨ ਕਰਦੀ ਹਾਂ ਕਿ ਮੇਰੀ ਲੜਕੀ ਦਾ ਨਾਮ PSEB ਸਰਟੀਫਿਕੇਟ ਵਿੱਚ ਗਲਤ ਦਰਜ ਹੈ। <box>475 630 709 650</box>
notice-item: ☛ ਮੈਂ ਰਾਜ ਸਿੰਘ ਪੁੱਤਰ ਚੰਦਰ ਸਿੰਘ ਵਾਸੀ ਪਿੰਡ ਭਗਵਾਨਪੁਰ ਤਹਿਸੀਲ ਬਰਨਾਲਾ ਬਿਆਨ ਕਰਦਾ ਹਾਂ ਕਿ ਮੇਰਾ ਲੜਕਾ ਅਤੇ ਨੂੰਹ ਮੇਰੇ ਕਹਿਣੇ ਤੋਂ ਬਾਹਰ ਹਨ, ਮੈਂ ਉਹਨਾਂ ਨੂੰ ਆਪਣੀ ਚੱਲ ਅਚੱਲ ਜਾਇਦਾਦ ਤੋਂ ਬੇਦਖ਼ਲ ਕਰਦਾ ਹਾਂ। <box>712 565 943 595</box>
missing-notice: ☛ ਆਮ ਜਨਤਾ ਦੇ ਧਿਆਨ ਵਿੱਚ ਲਿਆਂਦਾ ਜਾਂਦਾ ਹੈ ਕਿ 1. ਸਿੰਦਰਪਾਲ ਕੌਰ ਦੇ ਹੱਕ ਵਿੱਚ ਦੀਪਇੰਦਰ ਸਿੰਘ ਦੁਆਰਾ ਕੀਤਾ ਗਿਆ ਅਸਲ ਵਿਕਰੀ ਡੀਡ ਨੰਬਰ 5581 ਮਿਤੀ 20.09.2018 ਗੁੰਮ ਹੋ ਗਿਆ ਹੈ ਅਤੇ ਜੇਕਰ ਕਿਸੇ ਨੂੰ ਉਪਰੋਕਤ ਅਸਲ ਦਸਤਾਵੇਜ਼ ਮਿਲਦੇ ਹਨ ਤਾਂ ਐਡਵੋਕੇਟ ਆਰਪੀ ਸਿੰਘ ਮੋਬਾਈਲ ਨੰਬਰ 9463419781 ਤੇ ਸੰਪਰਕ ਕਰੋ। ਗੁੰਮ ਹੋਈ ਜਾਣਕਾਰੀ ਰਿਪੋਰਟ ਐਲ ਆਰ ਨੰਬਰ 619637/2025 ਮਿਤੀ 18/08/2025 <box>475 958 709 1007</box>
notice-item: ☛ ਮੈਂ ਮੁਖਤਿਆਰ ਸਿੰਘ ਪੁੱਤਰ ਰਵੀ ਸਿੰਘ ਦਾ ਗੁਰਮੇਲ ਕੌਰ ਪਤਨੀ ਮੁਖਤਿਆਰ ਸਿੰਘ ਵਾਸੀ ਕੋਠੇ ਖੰਜੂਰਾ, ਅਰਬਾਕ ਕੁੱਲਾਂ ਨੇੜੇ ਗੁਰਦੁਆਰਾ ਬਾਬਾ ਜੀਵਨ ਸਿੰਘ ਜਗਰਾਉਂ ਜ਼ਿਲ੍ਹਾ ਲੁਧਿਆਣਾ ਸਾਡੇ ਤੌਰ ਤੇ ਬਿਆਨ ਕਰਦੇ ਹਾਂ ਕਿ ਸਾਡਾ ਲੜਕਾ ਸੰਦੀਪ ਸਿੰਘ ਜੋ ਕਿ ਸਾਡੇ ਕਹਿਣੇ ਤੋਂ ਬਾਹਰ ਹੈ, ਇਸ ਕਰਕੇ ਅਸੀਂ ਉਸਨੂੰ ਆਪਣੀ ਚੱਲ ਅਚੱਲ ਜਾਇਦਾਦ ਤੋਂ ਬੇਦਖ਼ਲ ਕਰਦੇ ਹਾਂ। ਅੱਜ ਤੋਂ ਬਾਅਦ ਜੋ ਵੀ ਇਸ ਨਾਲ ਲੈਣ ਦੇਣ ਕਰੇਗਾ ਉਹ ਖੁਦ ਜ਼ਿੰਮੇਵਾਰ ਹੋਵੇਗਾ। <box>238 66 471 115</box>
notice-item: ☛ ਇਸ ਦੁਆਰਾ ਅਪੀਲ ਕਿ ਦ. ਟਿਊਬਵੈੱਲ ਕੁਨੈਕਸ਼ਨ ਖਾਤਾ ਨੰਬਰ ਜੋ ਕਿ ਮੇਰੇ ਪਿਤਾ ਦੇ ਨਾਮ ਤੇ ਹੈ, ਉਹਨਾਂ ਦੀ ਮੌਤ ਤੋਂ ਬਾਅਦ ਮੇਰੇ ਨਾਮ ਤਬਦੀਲ ਕਰਵਾਇਆ ਜਾ ਰਿਹਾ ਹੈ। ਕਿਸੇ ਨੂੰ ਇਤਰਾਜ਼ ਹੋਵੇ ਤਾਂ ਦਫ਼ਤਰ ਨਾਲ ਸੰਪਰਕ ਕਰੇ। <box>712 727 943 757</box>
notice-item: ☛ ਮੈਂ Mohd Tahsin ਪੁੱਤਰ ਵਾਸੀ ਮਕਾਨ ਨੰਬਰ 101, Geranium ਬਲਾਕ ਲੁਧਿਆਣਾ ਨੇ ਆਪਣਾ ਨਾਮ ਬਦਲ ਕੇ Mohd Tahsin ਰੱਖ ਲਿਆ ਹੈ। <box>2 698 115 737</box>
public-notice-title: Public Notice <box>736 293 800 306</box>
notice-item: ☛ ਟਿਊਬਵੈੱਲ ਕੁਨੈਕਸ਼ਨ ਨੰਬਰ AP-01/270 ਬਲਵਿੰਦਰ ਸਿੰਘ ਦੇ ਨਾਮ ਤੇ ਤਬਦੀਲ ਕਰਨ ਲਈ ਅਰਜ਼ੀ ਦਿੱਤੀ ਗਈ ਹੈ। ਕਿਸੇ ਨੂੰ ਇਤਰਾਜ਼ ਹੋਵੇ ਤਾਂ 15 ਦਿਨਾਂ ਦੇ ਅੰਦਰ ਇਤਰਾਜ਼ ਸੰਬੰਧਿਤ ਦਫ਼ਤਰ ਵਿਖੇ ਦਰਜ ਕਰਵਾ ਸਕਦਾ ਹੈ। (9646111625) <box>712 758 943 788</box>
qr-code-icon <box>160 44 230 114</box>
bank-details: ਅਦਾਰਾ ਪਹਿਰੇਦਾਰ ਦਾ ਬੈਂਕ ਖਾਤਾ Yes Bank Ltd 'ਚ ਪਹਿਰੇਦਾਰ ਦੇ ਨਾਮ ਤੇ ਹੈ। ਜਿਸਦਾ ਖਾਤੇ ਦਾ ਨੰ: 060126900000220 ਹੈ। ਆਈ. ਐਫ. ਐਸ. ਕੋਡ ਨੰ: Yesb0000601 ਹੈ। <box>7 65 154 128</box>
notice-item: ☛ ਮੈਂ ਹਰਪ੍ਰੀਤ ਕੌਰ ਪਤਨੀ ਸੁਖਦੇਵ ਸਿੰਘ ਵਾਸੀ ਪਿੰਡ ਜੋਧਾਂ ਨੇ ਆਪਣਾ ਨਾਮ ਬਦਲ ਕੇ ਹਰਪ੍ਰੀਤ ਕੌਰ ਰੱਖ ਲਿਆ ਹੈ। <box>121 152 234 182</box>
disclaimer-title: ਇਸ਼ਤਿਹਾਰਾਂ ਸੰਬੰਧੀ ਜ਼ਰੂਰੀ ਬੇਨਤੀ <box>476 1011 708 1031</box>
